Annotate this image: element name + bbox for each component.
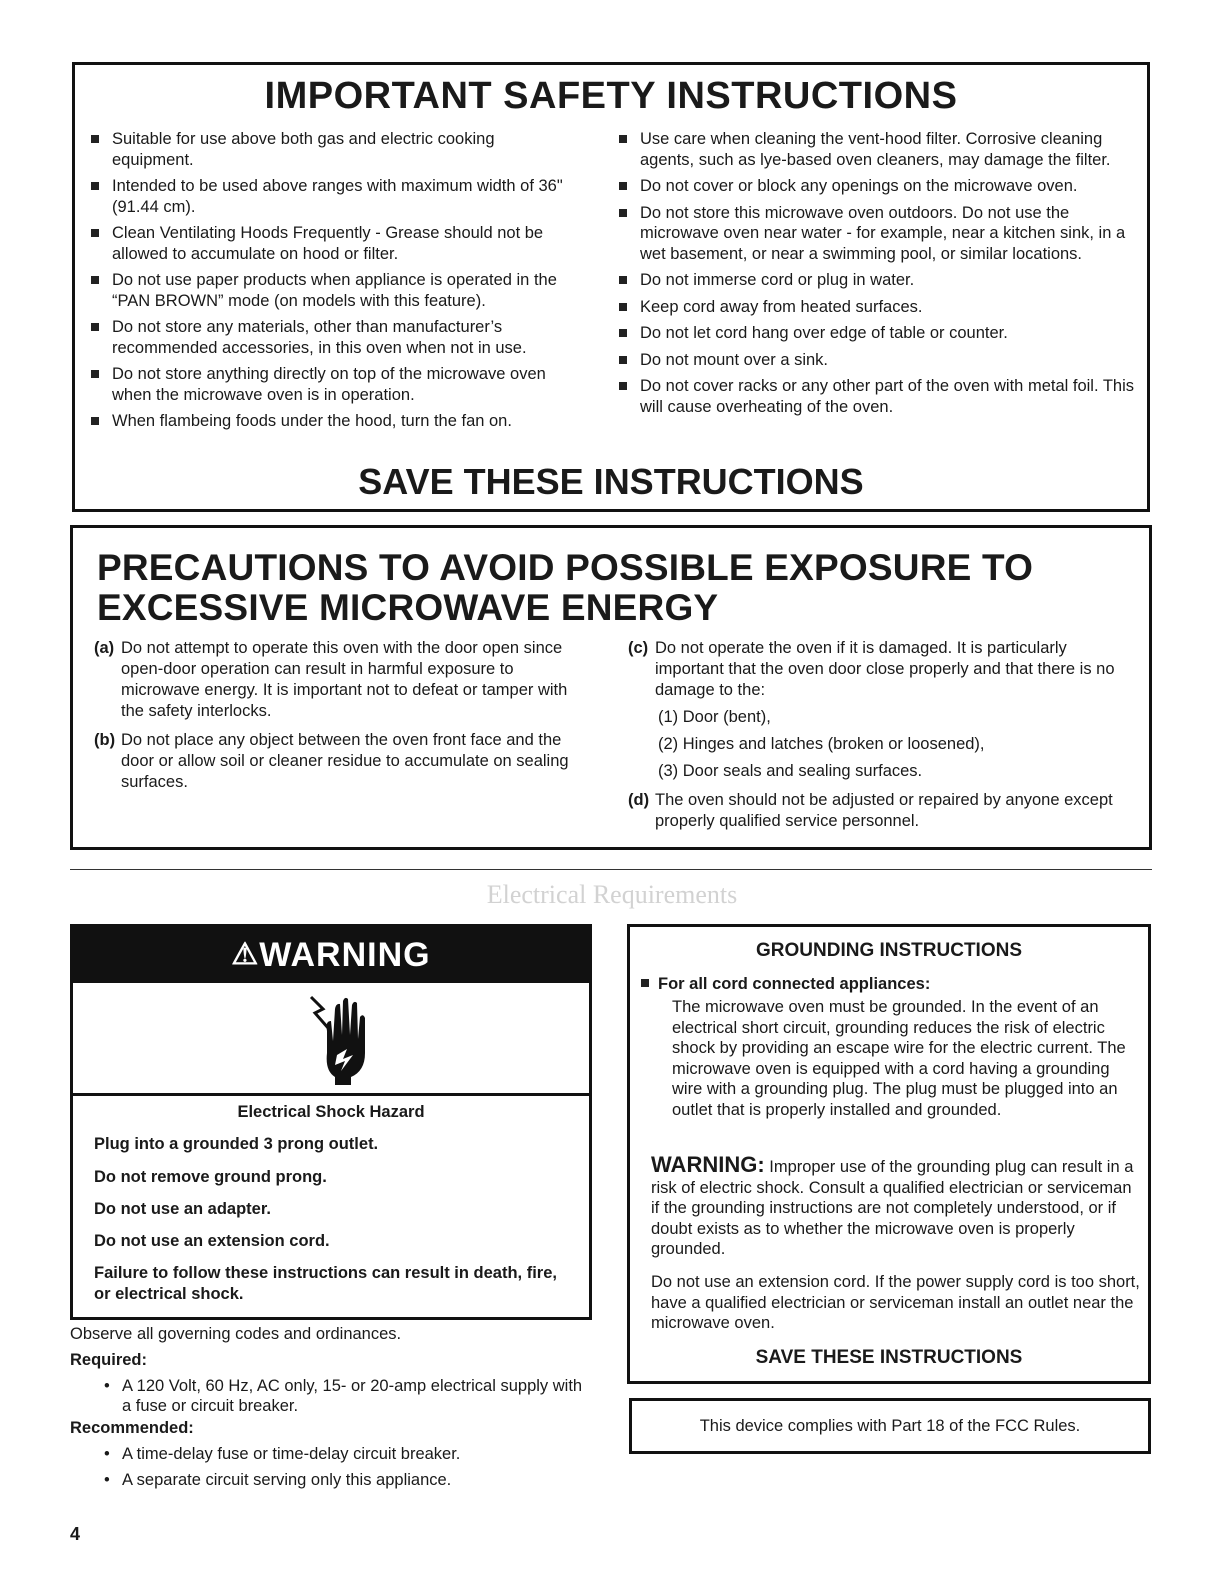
list-item: (b) Do not place any object between the oven front face and the door or allow soil or cleaner residue to accumulate on sealing surfaces. — [94, 731, 569, 791]
grounding-para3: Do not use an extension cord. If the power supply cord is too short, have a qualified electrician or serviceman install an outlet near the microwave oven. — [651, 1273, 1140, 1332]
precautions-box — [70, 525, 1152, 850]
grounding-save: SAVE THESE INSTRUCTIONS — [755, 1347, 1023, 1368]
sub-item: (1) Door (bent), — [658, 708, 771, 726]
warning-triangle-icon: ⚠ — [231, 938, 260, 971]
sub-item: (2) Hinges and latches (broken or loosened), — [658, 735, 985, 753]
list-item: Keep cord away from heated surfaces. — [614, 297, 1134, 318]
bullet-square-icon — [91, 229, 99, 237]
required-label: Required: — [70, 1351, 148, 1369]
bullet-square-icon — [619, 356, 627, 364]
list-item: Do not store this microwave oven outdoors. Do not use the microwave oven near water - for example, near a kitchen sink, in a wet basement, or near a swimming pool, or similar locations. — [614, 203, 1134, 265]
electric-shock-hand-icon — [305, 991, 373, 1087]
bullet-square-icon — [619, 329, 627, 337]
bullet-dot: • — [104, 1471, 110, 1489]
warning-line: Plug into a grounded 3 prong outlet. — [94, 1135, 379, 1153]
bullet-square-icon — [91, 323, 99, 331]
warning-divider — [73, 1093, 589, 1096]
bullet-dot: • — [104, 1377, 110, 1395]
warning-banner — [73, 927, 589, 983]
list-item: Do not cover or block any openings on the microwave oven. — [614, 176, 1134, 197]
precautions-title-line1: PRECAUTIONS TO AVOID POSSIBLE EXPOSURE TO — [97, 547, 1034, 588]
safety-right-list — [614, 129, 1134, 423]
warning-line: Do not remove ground prong. — [94, 1168, 327, 1186]
list-item: Intended to be used above ranges with maximum width of 36" (91.44 cm). — [86, 176, 572, 217]
grounding-warning-word: WARNING: — [651, 1152, 765, 1177]
list-item: • A time-delay fuse or time-delay circuit breaker. — [104, 1445, 461, 1463]
list-item: • A separate circuit serving only this appliance. — [104, 1471, 452, 1489]
precautions-title-line2: EXCESSIVE MICROWAVE ENERGY — [97, 587, 719, 628]
hazard-title: Electrical Shock Hazard — [237, 1103, 425, 1121]
warning-box — [70, 924, 592, 1320]
fcc-text: This device complies with Part 18 of the FCC Rules. — [699, 1417, 1081, 1435]
observe-text: Observe all governing codes and ordinances. — [70, 1325, 402, 1343]
precautions-right-list — [628, 638, 1128, 840]
warning-line: Do not use an adapter. — [94, 1200, 271, 1218]
list-item: Do not use paper products when appliance is operated in the “PAN BROWN” mode (on models with this feature). — [86, 270, 572, 311]
list-item: (d) The oven should not be adjusted or repaired by anyone except properly qualified service personnel. — [628, 791, 1113, 830]
bullet-square-icon — [619, 276, 627, 284]
save-instructions-title: SAVE THESE INSTRUCTIONS — [358, 461, 864, 502]
list-item: Do not mount over a sink. — [614, 350, 1134, 371]
fcc-box — [629, 1398, 1151, 1454]
recommended-label: Recommended: — [70, 1419, 194, 1437]
bullet-square-icon — [619, 182, 627, 190]
list-item: Do not immerse cord or plug in water. — [614, 270, 1134, 291]
list-item: Do not cover racks or any other part of the oven with metal foil. This will cause overheating of the oven. — [614, 376, 1134, 417]
list-item: Do not store anything directly on top of the microwave oven when the microwave oven is in operation. — [86, 364, 572, 405]
precautions-left-list — [94, 638, 590, 801]
section-divider — [70, 869, 1152, 870]
bullet-square-icon — [91, 182, 99, 190]
bullet-dot: • — [104, 1445, 110, 1463]
grounding-box — [627, 924, 1151, 1384]
list-item: Use care when cleaning the vent-hood filter. Corrosive cleaning agents, such as lye-based oven cleaners, may damage the filter. — [614, 129, 1134, 170]
list-item: Do not let cord hang over edge of table or counter. — [614, 323, 1134, 344]
list-item: • A 120 Volt, 60 Hz, AC only, 15- or 20-amp electrical supply with a fuse or circuit breaker. — [104, 1377, 583, 1415]
bullet-square-icon — [619, 303, 627, 311]
bullet-square-icon — [641, 979, 649, 987]
safety-left-list — [86, 129, 572, 438]
list-item: When flambeing foods under the hood, turn the fan on. — [86, 411, 572, 432]
list-item: (a) Do not attempt to operate this oven with the door open since open-door operation can result in harmful exposure to microwave energy. It is important not to defeat or tamper with the safety interlocks. — [94, 639, 568, 720]
bullet-square-icon — [91, 135, 99, 143]
warning-line: Do not use an extension cord. — [94, 1232, 330, 1250]
page-number: 4 — [70, 1524, 81, 1544]
list-item: Clean Ventilating Hoods Frequently - Grease should not be allowed to accumulate on hood or filter. — [86, 223, 572, 264]
bullet-square-icon — [91, 276, 99, 284]
bullet-square-icon — [91, 417, 99, 425]
grounding-para1: The microwave oven must be grounded. In the event of an electrical short circuit, grounding reduces the risk of electric shock by providing an escape wire for the electric current. The microwave oven is equipped with a cord having a grounding wire with a grounding plug. The plug must be plugged into an outlet that is properly installed and grounded. — [672, 998, 1126, 1119]
grounding-subhead: For all cord connected appliances: — [641, 975, 930, 994]
safety-box — [72, 62, 1150, 512]
grounding-warning: WARNING: Improper use of the grounding plug can result in a risk of electric shock. Consult a qualified electrician or serviceman if the grounding instructions are not completely understood, or if doubt exists as to whether the microwave oven is properly grounded. — [651, 1152, 1134, 1258]
warning-line: Failure to follow these instructions can result in death, fire, or electrical shock. — [94, 1264, 557, 1303]
bullet-square-icon — [91, 370, 99, 378]
list-item: (c) Do not operate the oven if it is damaged. It is particularly important that the oven door close properly and that there is no damage to the: (1) Door (bent), (2) Hinges and latches (broken or loosened), (3) Door seals and sealing surfaces. — [628, 638, 1128, 782]
precautions-title — [97, 548, 1033, 628]
bullet-square-icon — [619, 209, 627, 217]
list-item: Suitable for use above both gas and electric cooking equipment. — [86, 129, 572, 170]
electrical-requirements-heading: Electrical Requirements — [486, 880, 738, 909]
sub-item: (3) Door seals and sealing surfaces. — [658, 762, 923, 780]
warning-label: WARNING — [259, 936, 431, 974]
bullet-square-icon — [619, 382, 627, 390]
bullet-square-icon — [619, 135, 627, 143]
list-item: Do not store any materials, other than manufacturer’s recommended accessories, in this oven when not in use. — [86, 317, 572, 358]
grounding-title: GROUNDING INSTRUCTIONS — [756, 940, 1022, 961]
safety-title: IMPORTANT SAFETY INSTRUCTIONS — [264, 75, 958, 117]
